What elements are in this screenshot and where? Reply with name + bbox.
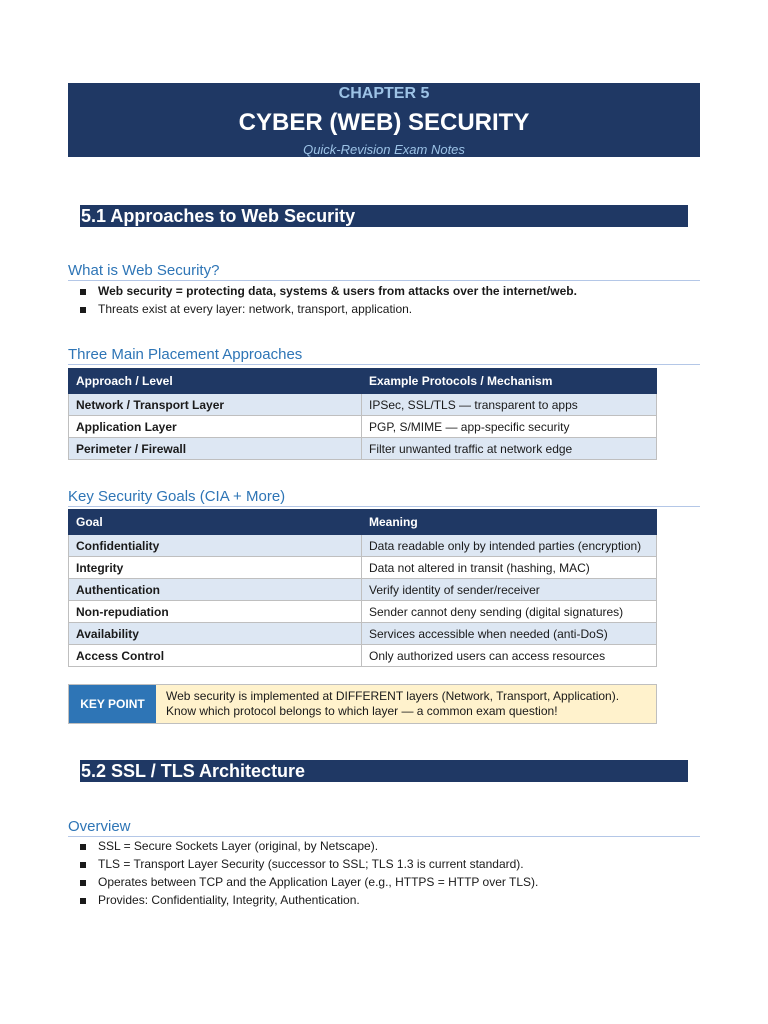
table-cell: Sender cannot deny sending (digital signatures) [362,601,657,623]
table-row [69,557,657,579]
table-cell: Application Layer [69,416,362,438]
table-row [69,601,657,623]
table-cell: Integrity [69,557,362,579]
table-cell: Only authorized users can access resources [362,645,657,667]
table-cell: Availability [69,623,362,645]
table-cell: IPSec, SSL/TLS — transparent to apps [362,394,657,416]
column-header: Goal [69,510,362,535]
subheading-what-is-web-security: What is Web Security? [68,262,700,281]
chapter-number: CHAPTER 5 [338,85,430,102]
table-header-row [69,510,657,535]
subheading-security-goals: Key Security Goals (CIA + More) [68,488,700,507]
key-point-callout [68,684,657,724]
column-header: Example Protocols / Mechanism [362,369,657,394]
table-row [69,416,657,438]
key-point-text [166,689,619,719]
bullet-square-icon [80,880,86,886]
list-item: Operates between TCP and the Application Layer (e.g., HTTPS = HTTP over TLS). [80,874,538,892]
table-row [69,579,657,601]
list-item: Provides: Confidentiality, Integrity, Authentication. [80,892,538,910]
table-header-row [69,369,657,394]
bullet-square-icon [80,898,86,904]
table-cell: PGP, S/MIME — app-specific security [362,416,657,438]
table-cell: Non-repudiation [69,601,362,623]
bullet-square-icon [80,289,86,295]
subheading-overview: Overview [68,818,700,837]
table-cell: Verify identity of sender/receiver [362,579,657,601]
placement-table [68,368,657,460]
table-cell: Access Control [69,645,362,667]
column-header: Meaning [362,510,657,535]
list-item: Threats exist at every layer: network, transport, application. [80,301,577,319]
table-cell: Confidentiality [69,535,362,557]
table-row [69,645,657,667]
key-point-line: Know which protocol belongs to which layer — a common exam question! [166,704,558,718]
security-goals-table [68,509,657,667]
key-point-label: KEY POINT [69,685,156,723]
subheading-placement-approaches: Three Main Placement Approaches [68,346,700,365]
list-item: TLS = Transport Layer Security (successor to SSL; TLS 1.3 is current standard). [80,856,538,874]
what-is-bullet-list [80,283,577,319]
bullet-square-icon [80,307,86,313]
overview-bullet-list [80,838,538,910]
table-row [69,623,657,645]
table-cell: Network / Transport Layer [69,394,362,416]
table-cell: Data readable only by intended parties (encryption) [362,535,657,557]
table-cell: Data not altered in transit (hashing, MAC) [362,557,657,579]
bullet-square-icon [80,862,86,868]
table-cell: Services accessible when needed (anti-DoS) [362,623,657,645]
chapter-title: CYBER (WEB) SECURITY [238,109,530,136]
column-header: Approach / Level [69,369,362,394]
section-heading-5-2: 5.2 SSL / TLS Architecture [80,760,688,782]
chapter-subtitle: Quick-Revision Exam Notes [303,142,465,157]
list-item: Web security = protecting data, systems & users from attacks over the internet/web. [80,283,577,301]
table-row [69,535,657,557]
key-point-line: Web security is implemented at DIFFERENT layers (Network, Transport, Application). [166,689,620,703]
bullet-square-icon [80,844,86,850]
list-item: SSL = Secure Sockets Layer (original, by Netscape). [80,838,538,856]
chapter-banner [68,83,700,157]
table-row [69,394,657,416]
table-cell: Filter unwanted traffic at network edge [362,438,657,460]
table-cell: Authentication [69,579,362,601]
section-heading-5-1: 5.1 Approaches to Web Security [80,205,688,227]
table-row [69,438,657,460]
table-cell: Perimeter / Firewall [69,438,362,460]
